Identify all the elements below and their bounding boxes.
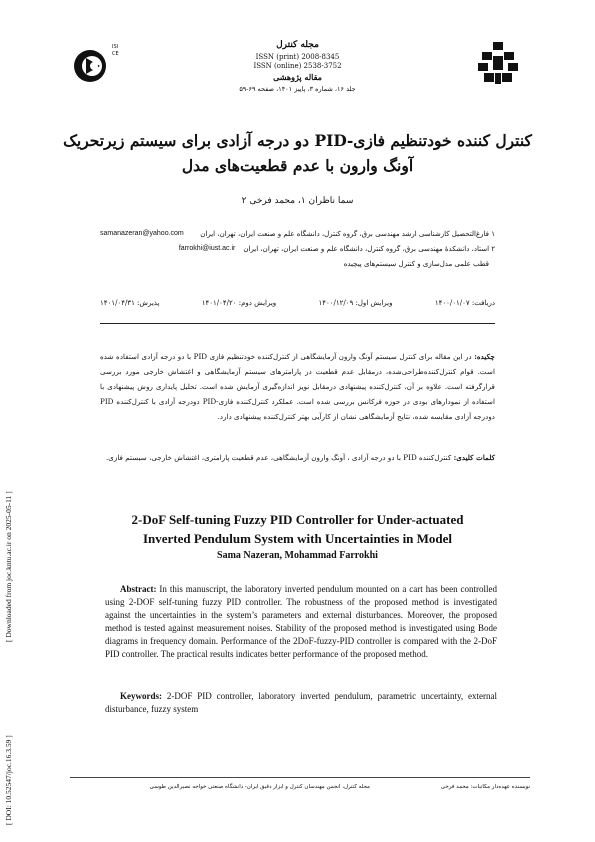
abstract-fa <box>100 349 495 424</box>
keywords-fa <box>100 450 495 465</box>
university-logo-icon <box>476 40 520 86</box>
date-received: دریافت: ۱۴۰۰/۰۱/۰۷ <box>434 299 495 307</box>
university-logo <box>476 40 520 86</box>
affiliation-2 <box>100 243 495 255</box>
issn-online: ISSN (online) 2538-3752 <box>253 62 342 70</box>
affiliations-fa <box>100 228 495 270</box>
title-en-line2: Inverted Pendulum System with Uncertainties in Model <box>142 531 453 546</box>
abstract-en-text: In this manuscript, the laboratory inverted pendulum mounted on a cart has been controlled using 2-DOF self-tuning fuzzy PID controller. The robustness of the proposed method is investigated against the uncertainties in the system’s parameters and external disturbances. Moreover, the proposed method is tested against measurement noises. Stability of the proposed method is investigated using Bode diagrams in frequency domain. Performance of the 2DoF-fuzzy-PID controller is compared with the 2-DoF PID controller. The practical results indicates better performance of the proposed method. <box>105 584 498 659</box>
title-fa <box>60 128 535 178</box>
keywords-fa-text: کنترل‌کننده PID با دو درجه آزادی ، آونگ وارون آزمایشگاهی، عدم قطعیت پارامتری، اغتشاش خارجی، سیستم فازی. <box>105 453 452 462</box>
journal-title: مجله کنترل <box>276 40 319 50</box>
keywords-en-text: 2-DOF PID controller, laboratory inverted pendulum, parametric uncertainty, external disturbance, fuzzy system <box>105 691 498 714</box>
abstract-en-label: Abstract: <box>120 584 157 594</box>
side-downloaded[interactable]: [ Downloaded from joc.kntu.ac.ir on 2025-05-11 ] <box>4 491 13 642</box>
affiliation-2-email[interactable]: farrokhi@iust.ac.ir <box>178 245 236 252</box>
authors-fa: سما ناظران ۱، محمد فرخی ۲ <box>241 196 354 206</box>
footer-journal-info: مجله کنترل، انجمن مهندسان کنترل و ابزار دقیق ایران- دانشگاه صنعتی خواجه نصیرالدین طوسی <box>149 784 370 790</box>
date-accepted: پذیرش: ۱۴۰۱/۰۴/۳۱ <box>100 299 160 307</box>
abstract-fa-label: چکیده: <box>474 352 495 361</box>
footer-corresponding-author: نویسنده عهده‌دار مکاتبات: محمد فرخی <box>440 784 530 790</box>
title-en <box>80 510 515 548</box>
side-doi[interactable]: [ DOI: 10.52547/joc.16.3.59 ] <box>4 735 13 825</box>
affiliation-1-email[interactable]: samanazeran@yahoo.com <box>100 230 184 237</box>
isice-logo-letters: ISICE <box>112 44 119 57</box>
abstract-fa-text: در این مقاله برای کنترل سیستم آونگ وارون آزمایشگاهی از کنترل‌کننده خودتنظیم فازی PID با دو درجه آزادی استفاده شده است. قوام کنترل‌کننده‌طراحی‌شده، درمقابل عدم قطعیت در پارامترهای سیستم آزمایشگاهی و اغتشاش خارجی مورد بررسی قرارگرفته است. علاوه بر آن، کنترل‌کننده پیشنهادی درمقابل نویز اندازه‌گیری آزمایش شده است. تحلیل پایداری روش پیشنهادی با استفاده از نمودارهای بودی در حوزه فرکانس بررسی شده است. عملکرد کنترل‌کننده فازی-PID دودرجه آزادی با کنترل‌کننده PID دودرجه آزادی مقایسه شده، نتایج آزمایشگاهی نشان از کارآیی بهتر کنترل‌کننده پیشنهادی دارد. <box>100 352 495 421</box>
issn-print: ISSN (print) 2008-8345 <box>255 53 340 61</box>
keywords-en <box>105 690 497 716</box>
title-en-line1: 2-DoF Self-tuning Fuzzy PID Controller for Under-actuated <box>131 512 464 527</box>
affiliation-1 <box>100 228 495 240</box>
keywords-en-label: Keywords: <box>120 691 162 701</box>
volume-info: جلد ۱۶، شماره ۳، پاییز ۱۴۰۱، صفحه ۶۹-۵۹ <box>239 85 356 93</box>
affiliation-3: قطب علمی مدل‌سازی و کنترل سیستم‌های پیچیده <box>343 260 489 268</box>
authors-en: Sama Nazeran, Mohammad Farrokhi <box>217 550 378 561</box>
title-fa-line2: آونگ وارون با عدم قطعیت‌های مدل <box>181 156 414 175</box>
journal-header <box>190 40 405 93</box>
divider <box>100 323 495 324</box>
footer-divider <box>70 777 530 778</box>
date-revision-2: ویرایش دوم: ۱۴۰۱/۰۴/۲۰ <box>201 299 277 307</box>
keywords-fa-label: کلمات کلیدی: <box>453 453 495 462</box>
abstract-en <box>105 583 497 661</box>
dates-row <box>100 299 495 307</box>
paper-type: مقاله پژوهشی <box>273 72 322 82</box>
title-fa-line1: کنترل کننده خودتنظیم فازی-PID دو درجه آزادی برای سیستم زیرتحریک <box>63 131 532 150</box>
affiliation-2-text: ۲ استاد، دانشکدهٔ مهندسی برق، گروه کنترل، دانشگاه علم و صنعت ایران، تهران، ایران <box>243 245 495 253</box>
affiliation-1-text: ۱ فارغ‌التحصیل کارشناسی ارشد مهندسی برق، گروه کنترل، دانشگاه علم و صنعت ایران، تهران، ایران <box>200 230 495 238</box>
date-revision-1: ویرایش اول: ۱۴۰۰/۱۲/۰۹ <box>318 299 393 307</box>
